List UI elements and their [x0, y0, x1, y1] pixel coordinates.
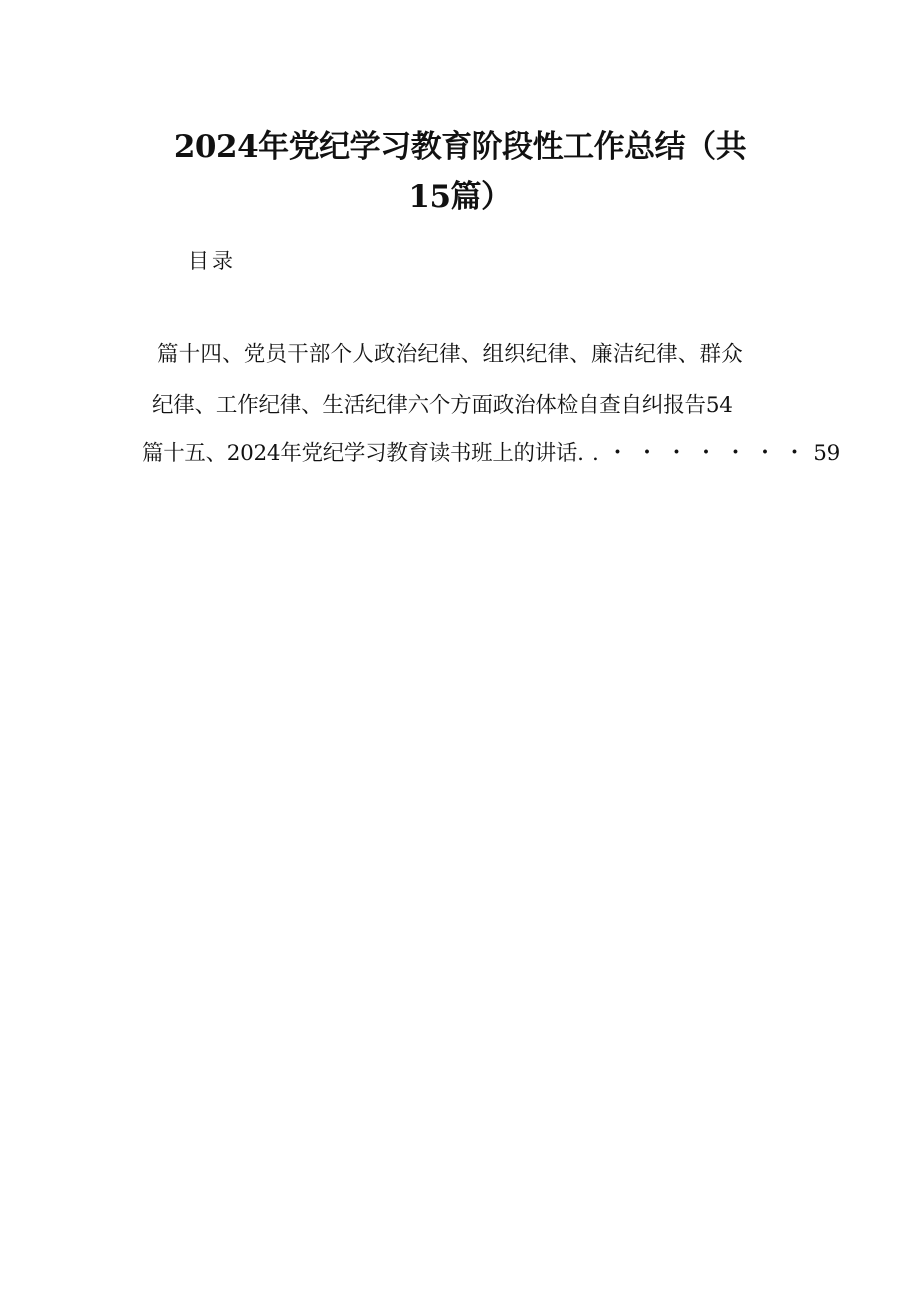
toc-page-number: 59 — [813, 441, 841, 466]
toc-entry-15[interactable] — [142, 439, 840, 469]
toc-heading: 目录 — [188, 249, 236, 273]
toc-entry-14-line-2[interactable] — [152, 391, 733, 421]
document-title — [140, 122, 780, 222]
title-line-1: 2024年党纪学习教育阶段性工作总结（共 — [173, 129, 747, 165]
toc-entry-14-line-1[interactable] — [157, 340, 743, 370]
toc-leader-dots: ..・・・・・・・ — [577, 441, 814, 466]
toc-entry-label: 篇十五、2024年党纪学习教育读书班上的讲话 — [142, 441, 578, 466]
toc-entry-label: 篇十四、党员干部个人政治纪律、组织纪律、廉洁纪律、群众 — [157, 342, 743, 367]
title-line-2: 15篇） — [408, 179, 512, 215]
toc-page-number: 54 — [705, 393, 733, 418]
toc-entry-label: 纪律、工作纪律、生活纪律六个方面政治体检自查自纠报告 — [152, 393, 706, 418]
